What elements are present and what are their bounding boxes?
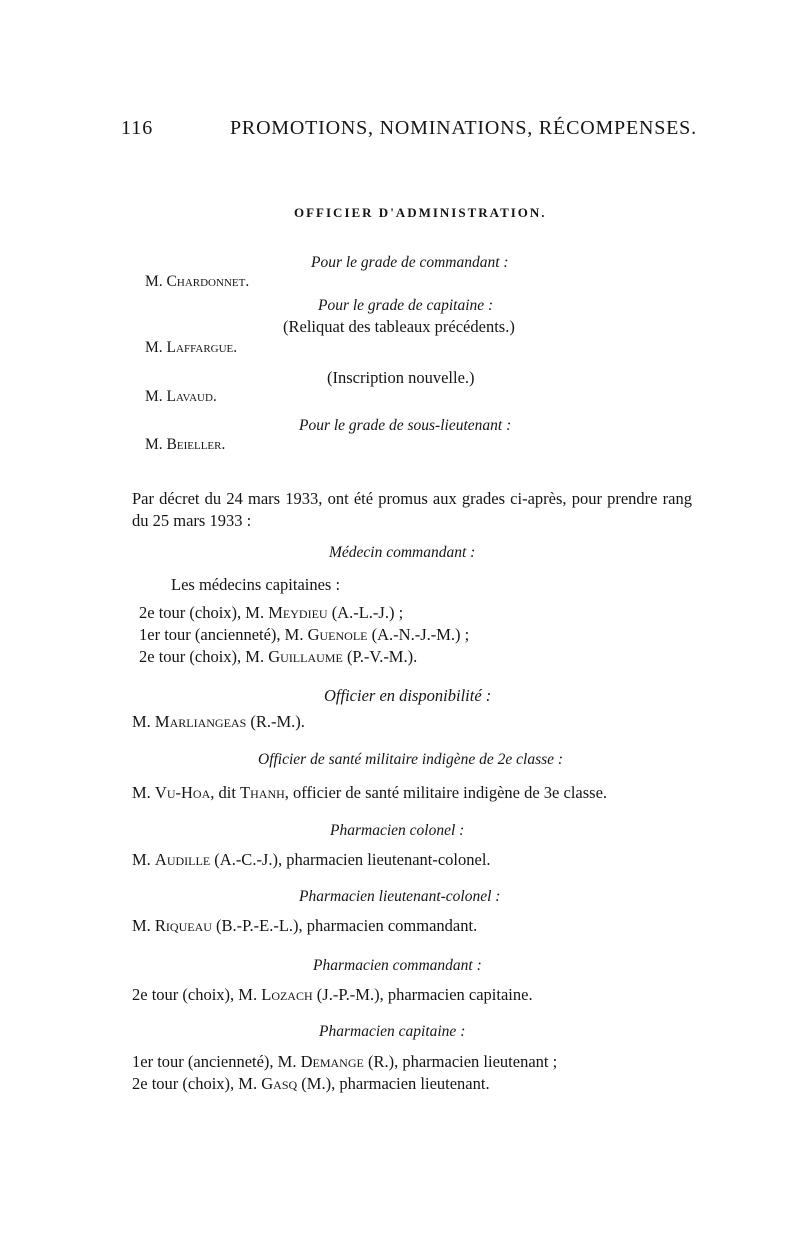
- entry-prefix: 1er tour (ancienneté), M.: [139, 625, 308, 644]
- entry-suffix: (B.-P.-E.-L.), pharmacien commandant.: [211, 916, 478, 935]
- promotion-entry: [132, 1054, 557, 1071]
- promotion-entry: [139, 627, 469, 644]
- promotion-entry: [139, 649, 417, 666]
- officer-name: Marliangeas: [154, 712, 247, 731]
- entry-prefix: M.: [132, 916, 155, 935]
- entry-prefix: 1er tour (ancienneté), M.: [132, 1052, 301, 1071]
- heading-grade-sous-lieutenant: Pour le grade de sous-lieutenant :: [299, 417, 512, 434]
- heading-officier-sante: Officier de santé militaire indigène de 2e classe :: [258, 751, 564, 768]
- entry-suffix: , officier de santé militaire indigène de 3e classe.: [284, 783, 608, 802]
- heading-grade-capitaine: Pour le grade de capitaine :: [318, 297, 494, 314]
- entry-prefix: 2e tour (choix), M.: [132, 985, 262, 1004]
- entry-prefix: M.: [132, 712, 155, 731]
- officer-name: Lozach: [261, 985, 313, 1004]
- entry-prefix: M.: [132, 783, 155, 802]
- entry-suffix: (A.-N.-J.-M.) ;: [367, 625, 470, 644]
- officer-name: Guillaume: [268, 647, 343, 666]
- promotion-entry: [132, 714, 305, 731]
- promotion-entry: [132, 1076, 490, 1093]
- heading-pharmacien-commandant: Pharmacien commandant :: [313, 957, 482, 974]
- decree-paragraph: Par décret du 24 mars 1933, ont été promus aux grades ci-après, pour prendre rang du 25 mars 1933 :: [132, 489, 692, 530]
- intro-medecins-capitaines: Les médecins capitaines :: [171, 575, 341, 594]
- note-inscription-nouvelle: (Inscription nouvelle.): [327, 368, 475, 387]
- entry-suffix: (R.-M.).: [246, 712, 305, 731]
- name-line-commandant: [145, 274, 249, 290]
- name-line-capitaine-reliquat: [145, 340, 237, 356]
- officer-name: Vu-Hoa: [154, 783, 211, 802]
- entry-suffix: (R.), pharmacien lieutenant ;: [363, 1052, 558, 1071]
- entry-prefix: 2e tour (choix), M.: [139, 603, 269, 622]
- name-line-capitaine-nouvelle: [145, 389, 217, 405]
- entry-suffix: (A.-L.-J.) ;: [327, 603, 404, 622]
- officer-alias: Thanh: [240, 783, 285, 802]
- officer-name: Demange: [300, 1052, 364, 1071]
- promotion-entry: [132, 987, 533, 1004]
- promotion-entry: [132, 918, 477, 935]
- officer-name: Beieller.: [166, 436, 226, 453]
- note-reliquat: (Reliquat des tableaux précédents.): [283, 317, 515, 336]
- name-line-sous-lieutenant: [145, 437, 225, 453]
- heading-pharmacien-capitaine: Pharmacien capitaine :: [319, 1023, 466, 1040]
- entry-prefix: 2e tour (choix), M.: [139, 647, 269, 666]
- entry-suffix: (A.-C.-J.), pharmacien lieutenant-colonel.: [210, 850, 491, 869]
- running-title: PROMOTIONS, NOMINATIONS, RÉCOMPENSES.: [230, 117, 697, 139]
- entry-middle: , dit: [210, 783, 241, 802]
- officer-name: Chardonnet.: [166, 273, 250, 290]
- heading-grade-commandant: Pour le grade de commandant :: [311, 254, 509, 271]
- promotion-entry: [132, 785, 607, 802]
- entry-prefix: M.: [132, 850, 155, 869]
- officer-name: Audille: [154, 850, 211, 869]
- entry-prefix: 2e tour (choix), M.: [132, 1074, 262, 1093]
- name-prefix: M.: [145, 388, 167, 405]
- heading-pharmacien-colonel: Pharmacien colonel :: [330, 822, 465, 839]
- name-prefix: M.: [145, 436, 167, 453]
- entry-suffix: (J.-P.-M.), pharmacien capitaine.: [312, 985, 533, 1004]
- officer-name: Gasq: [261, 1074, 298, 1093]
- entry-suffix: (P.-V.-M.).: [342, 647, 418, 666]
- officer-name: Meydieu: [268, 603, 328, 622]
- name-prefix: M.: [145, 339, 167, 356]
- heading-medecin-commandant: Médecin commandant :: [329, 544, 476, 561]
- entry-suffix: (M.), pharmacien lieutenant.: [297, 1074, 490, 1093]
- officer-name: Guenole: [307, 625, 368, 644]
- name-prefix: M.: [145, 273, 167, 290]
- promotion-entry: [139, 605, 403, 622]
- page-number: 116: [121, 117, 154, 139]
- heading-officier-disponibilite: Officier en disponibilité :: [324, 686, 492, 705]
- promotion-entry: [132, 852, 491, 869]
- section-title-administration: OFFICIER D'ADMINISTRATION.: [294, 205, 547, 220]
- officer-name: Lavaud.: [166, 388, 217, 405]
- officer-name: Riqueau: [154, 916, 212, 935]
- officer-name: Laffargue.: [166, 339, 238, 356]
- heading-pharmacien-lieutenant-colonel: Pharmacien lieutenant-colonel :: [299, 888, 501, 905]
